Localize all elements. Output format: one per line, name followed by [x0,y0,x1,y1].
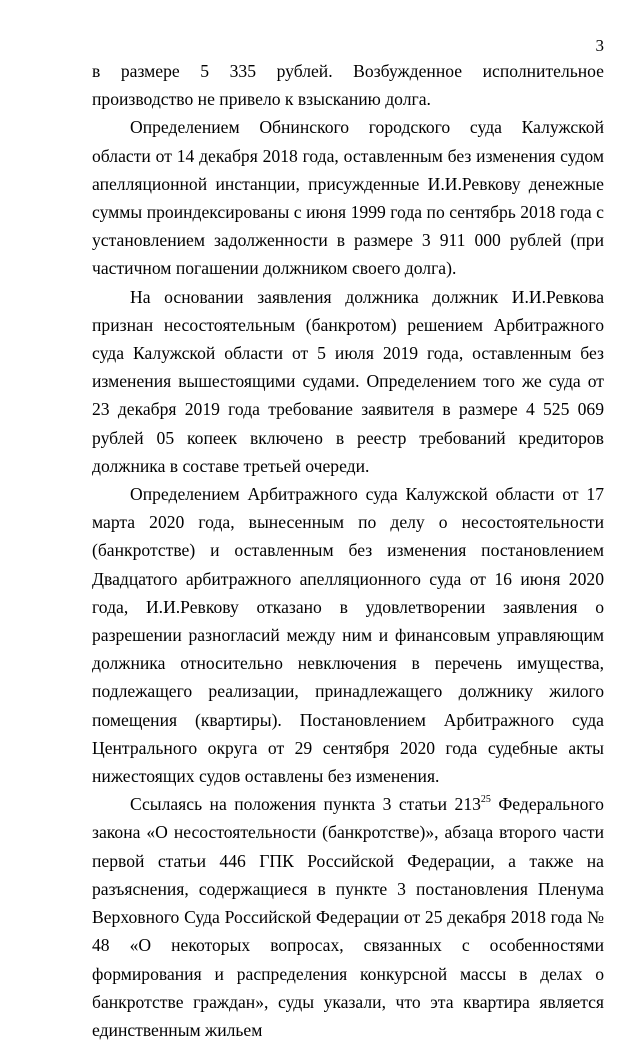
page-number: 3 [595,36,604,55]
paragraph-continuation: в размере 5 335 рублей. Возбужденное исполнительное производство не привело к взысканию долга. [92,61,604,110]
article-superscript: 25 [480,794,491,806]
paragraph-legal-references-start: Ссылаясь на положения пункта 3 статьи 213 [130,794,481,815]
paragraph-legal-references [92,790,604,1044]
paragraph-indexation-ruling: Определением Обнинского городского суда Калужской области от 14 декабря 2018 года, оставленным без изменения судом апелляционной инстанции, присужденные И.И.Ревкову денежные суммы проиндексированы с июня 1999 года по сентябрь 2018 года с установлением задолженности в размере 3 911 000 рублей (при частичном погашении должником своего долга). [92,117,604,279]
paragraph-legal-references-rest: Федерального закона «О несостоятельности (банкротстве)», абзаца второго части первой статьи 446 ГПК Российской Федерации, а также на разъяснения, содержащиеся в пункте 3 постановления Пленума Верховного Суда Российской Федерации от 25 декабря 2018 года № 48 «О некоторых вопросах, связанных с особенностями формирования и распределения конкурсной массы в делах о банкротстве граждан», суды указали, что эта квартира является единственным жильем [92,794,604,1040]
document-body [92,57,604,1044]
paragraph-arbitration-ruling: Определением Арбитражного суда Калужской области от 17 марта 2020 года, вынесенным по делу о несостоятельности (банкротстве) и оставленным без изменения постановлением Двадцатого арбитражного апелляционного суда от 16 июня 2020 года, И.И.Ревкову отказано в удовлетворении заявления о разрешении разногласий между ним и финансовым управляющим должника относительно невключения в перечень имущества, подлежащего реализации, принадлежащего должнику жилого помещения (квартиры). Постановлением Арбитражного суда Центрального округа от 29 сентября 2020 года судебные акты нижестоящих судов оставлены без изменения. [92,484,604,787]
paragraph-bankruptcy-decision: На основании заявления должника должник И.И.Ревкова признан несостоятельным (банкротом) решением Арбитражного суда Калужской области от 5 июля 2019 года, оставленным без изменения вышестоящими судами. Определением того же суда от 23 декабря 2019 года требование заявителя в размере 4 525 069 рублей 05 копеек включено в реестр требований кредиторов должника в составе третьей очереди. [92,286,604,476]
